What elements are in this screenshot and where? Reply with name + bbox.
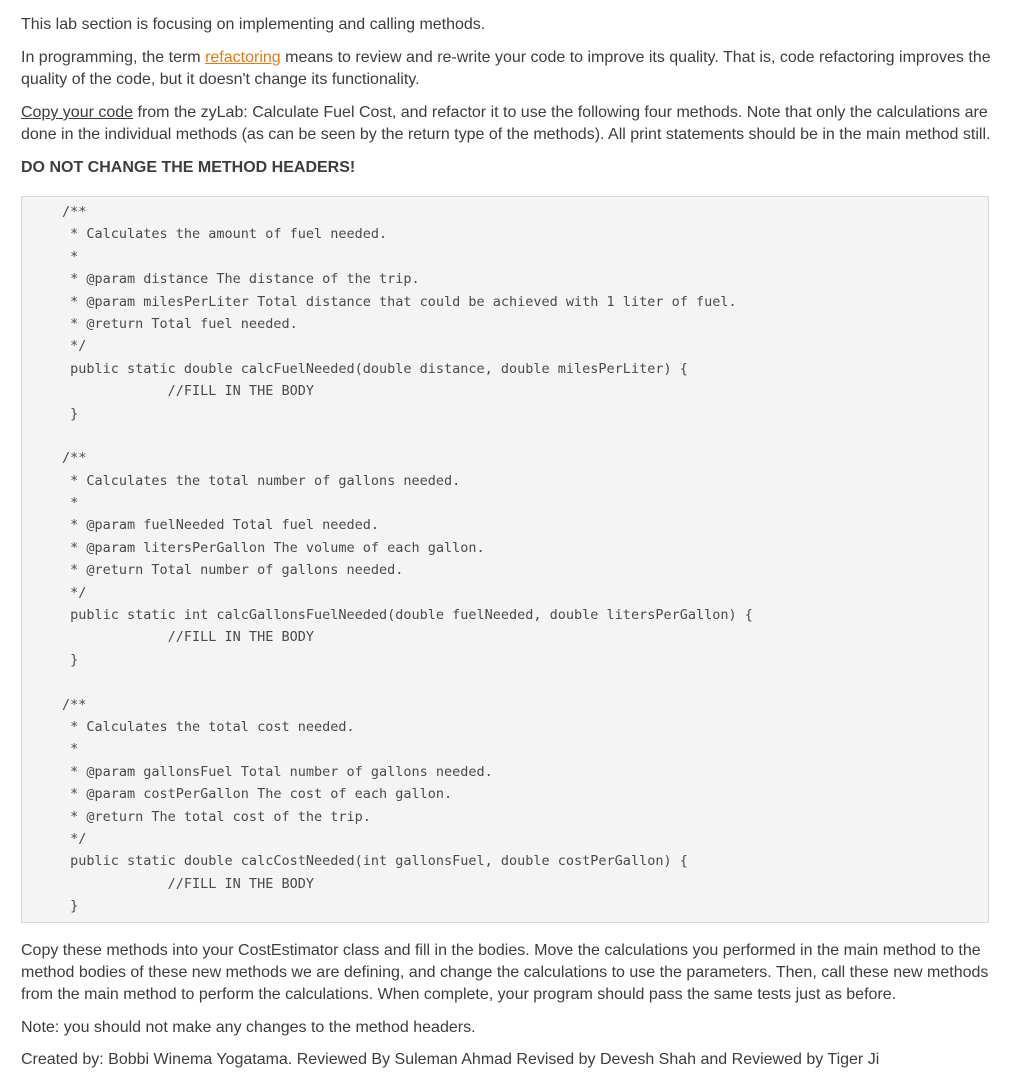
code-line: } [62, 898, 79, 915]
code-line: */ [62, 830, 87, 847]
code-line: /** [62, 450, 87, 467]
code-line: * @return Total number of gallons needed. [62, 562, 404, 579]
code-line: //FILL IN THE BODY [62, 629, 314, 646]
code-line: * @param costPerGallon The cost of each gallon. [62, 786, 453, 803]
code-line: */ [62, 338, 87, 355]
instructions-paragraph: Copy these methods into your CostEstimator class and fill in the bodies. Move the calculations you performed in the main method to the method bodies of these new methods we are defining, and change the calculations to use the parameters. Then, call these new methods from the main method to perform the calculations. When complete, your program should pass the same tests just as before. [21, 941, 989, 1003]
credits-text: Created by: Bobbi Winema Yogatama. Reviewed By Suleman Ahmad Revised by Devesh Shah and Reviewed by Tiger Ji [21, 1050, 880, 1068]
code-line: public static double calcCostNeeded(int gallonsFuel, double costPerGallon) { [62, 853, 688, 870]
method-header-warning: DO NOT CHANGE THE METHOD HEADERS! [21, 159, 356, 176]
code-line: * [62, 741, 79, 758]
code-line: * [62, 495, 79, 512]
code-line: * @return The total cost of the trip. [62, 808, 371, 825]
code-line: public static double calcFuelNeeded(double distance, double milesPerLiter) { [62, 360, 688, 377]
code-block [21, 196, 989, 923]
code-line: * @param distance The distance of the trip. [62, 271, 420, 288]
note-text: Note: you should not make any changes to the method headers. [21, 1018, 476, 1036]
code-line: } [62, 405, 79, 422]
refactoring-paragraph [21, 47, 991, 91]
code-line: } [62, 651, 79, 668]
code-line: //FILL IN THE BODY [62, 875, 314, 892]
code-line: * @param milesPerLiter Total distance that could be achieved with 1 liter of fuel. [62, 293, 737, 310]
code-line [62, 425, 988, 447]
lab-content [21, 14, 991, 1071]
copy-code-paragraph [21, 102, 991, 146]
copy-your-code-link[interactable]: Copy your code [21, 104, 134, 121]
refactoring-link[interactable]: refactoring [205, 49, 281, 66]
code-line: /** [62, 696, 87, 713]
code-line: * [62, 248, 79, 265]
refactoring-text-before: In programming, the term [21, 49, 206, 66]
code-line: * Calculates the total cost needed. [62, 718, 355, 735]
code-line: //FILL IN THE BODY [62, 383, 314, 400]
intro-text: This lab section is focusing on implementing and calling methods. [21, 16, 486, 33]
code-line: * Calculates the amount of fuel needed. [62, 226, 388, 243]
code-line: * @param litersPerGallon The volume of each gallon. [62, 539, 485, 556]
code-line: * @param gallonsFuel Total number of gallons needed. [62, 763, 493, 780]
code-line: /** [62, 204, 87, 220]
copy-code-text: from the zyLab: Calculate Fuel Cost, and refactor it to use the following four methods. Note that only the calculations are done in the individual methods (as can be seen by the return type of the methods). All print statements should be in the main method still. [21, 104, 991, 143]
code-line: public static int calcGallonsFuelNeeded(double fuelNeeded, double litersPerGallon) { [62, 607, 753, 624]
code-line: * Calculates the total number of gallons needed. [62, 472, 461, 489]
code-line: * @return Total fuel needed. [62, 315, 298, 332]
refactoring-text-after: means to review and re-write your code to improve its quality. That is, code refactoring improves the quality of the code, but it doesn't change its functionality. [21, 49, 991, 88]
code-line [62, 671, 988, 693]
code-line: * @param fuelNeeded Total fuel needed. [62, 517, 379, 534]
code-line: */ [62, 584, 87, 601]
